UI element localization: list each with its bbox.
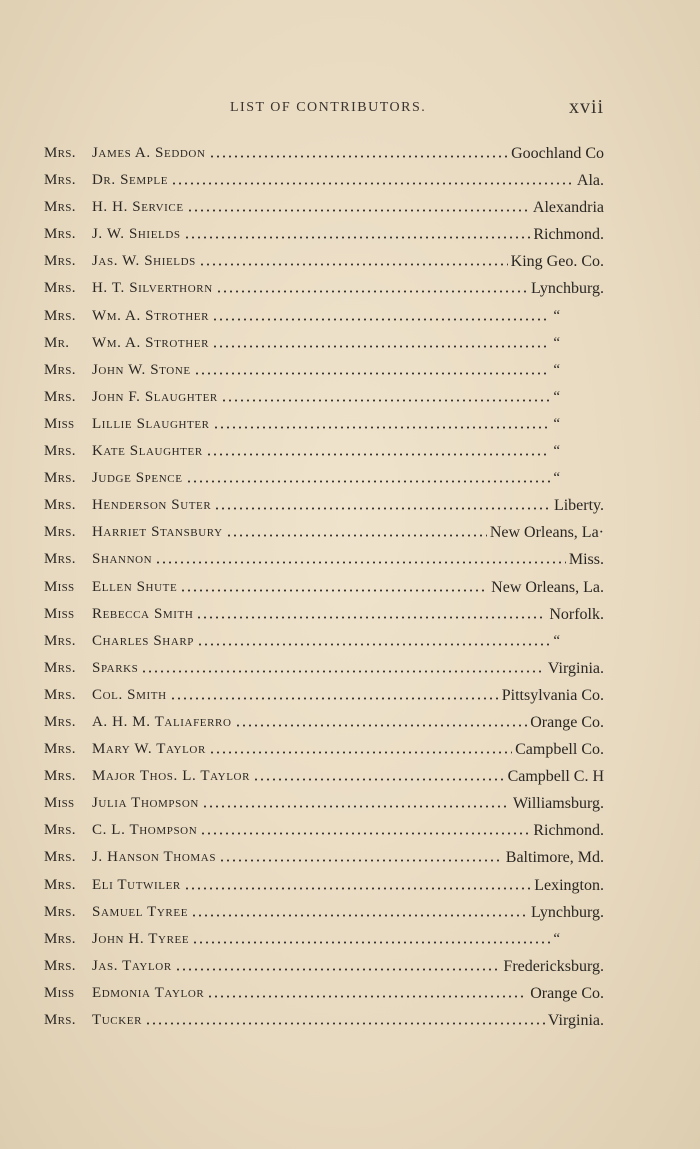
contributor-name: Judge Spence: [92, 470, 183, 487]
contributor-title: Mrs.: [44, 822, 76, 839]
contributor-entry: [44, 844, 604, 871]
page-header: [0, 96, 700, 126]
contributor-title: Mrs.: [44, 957, 76, 974]
dot-leader: [235, 724, 527, 727]
dot-leader: [212, 318, 550, 321]
contributor-title: Mrs.: [44, 659, 76, 676]
contributor-place: Goochland Co: [511, 145, 604, 162]
contributor-title: Mrs.: [44, 307, 76, 324]
contributor-entry: [44, 275, 604, 302]
contributor-title: Mrs.: [44, 145, 76, 161]
contributor-place: New Orleans, La·: [489, 524, 604, 542]
contributor-name: Rebecca Smith: [92, 605, 194, 622]
contributor-place: Campbell Co.: [515, 741, 604, 759]
contributor-name: Edmonia Taylor: [92, 984, 205, 1001]
contributor-name: Tucker: [92, 1012, 143, 1028]
contributor-name: Harriet Stansbury: [92, 524, 223, 541]
contributor-entry: [44, 248, 604, 275]
contributor-entry: [44, 682, 604, 709]
contributor-entry: [44, 303, 604, 330]
contributor-title: Mrs.: [44, 524, 76, 541]
dot-leader: [184, 236, 530, 239]
contributor-entry: [44, 330, 604, 357]
contributor-entry: [44, 899, 604, 926]
contributor-place: Lynchburg.: [530, 280, 604, 298]
dot-leader: [219, 859, 503, 862]
contributor-place: Williamsburg.: [512, 795, 604, 813]
dot-leader: [141, 670, 545, 673]
contributor-name: John W. Stone: [92, 361, 191, 378]
dot-leader: [145, 1022, 545, 1025]
contributor-title: Mrs.: [44, 388, 76, 405]
contributor-name: Lillie Slaughter: [92, 415, 210, 432]
contributor-place: Virginia.: [547, 1012, 604, 1029]
dot-leader: [221, 399, 550, 402]
contributor-title: Miss: [44, 605, 75, 622]
contributor-name: Wm. A. Strother: [92, 307, 210, 324]
contributor-place: Liberty.: [553, 497, 604, 515]
contributor-place: Fredericksburg.: [503, 957, 604, 975]
contributor-entry: [44, 167, 604, 194]
contributor-place: Campbell C. H: [507, 768, 604, 786]
contributor-name: John H. Tyree: [92, 930, 190, 947]
dot-leader: [155, 561, 566, 564]
contributor-title: Mrs.: [44, 280, 76, 297]
contributor-name: Jas. Taylor: [92, 957, 172, 974]
contributor-place: “: [553, 930, 560, 947]
contributor-title: Miss: [44, 984, 75, 1001]
contributor-list: [44, 140, 604, 1034]
contributor-entry: [44, 763, 604, 790]
contributor-name: Henderson Suter: [92, 497, 212, 514]
contributor-entry: [44, 140, 604, 167]
contributor-place: Orange Co.: [530, 984, 604, 1002]
contributor-title: Miss: [44, 578, 75, 595]
dot-leader: [170, 697, 499, 700]
contributor-place: Lynchburg.: [530, 903, 604, 921]
contributor-place: Ala.: [576, 172, 604, 190]
contributor-place: “: [553, 415, 560, 432]
dot-leader: [184, 887, 531, 890]
dot-leader: [196, 616, 546, 619]
dot-leader: [200, 832, 530, 835]
contributor-place: Orange Co.: [530, 713, 604, 731]
contributor-name: Samuel Tyree: [92, 903, 189, 920]
dot-leader: [202, 805, 510, 808]
running-title: LIST OF CONTRIBUTORS.: [230, 100, 427, 115]
dot-leader: [175, 968, 500, 971]
contributor-entry: [44, 384, 604, 411]
contributor-place: “: [553, 443, 560, 460]
contributor-entry: [44, 953, 604, 980]
dot-leader: [206, 453, 550, 456]
contributor-place: “: [553, 632, 560, 649]
contributor-place: “: [553, 307, 560, 324]
contributor-entry: [44, 926, 604, 953]
contributor-title: Mrs.: [44, 903, 76, 920]
contributor-title: Miss: [44, 795, 75, 812]
contributor-entry: [44, 790, 604, 817]
contributor-entry: [44, 736, 604, 763]
contributor-name: Shannon: [92, 551, 153, 568]
dot-leader: [253, 778, 505, 781]
dot-leader: [216, 290, 528, 293]
contributor-name: C. L. Thompson: [92, 822, 198, 839]
contributor-place: “: [553, 334, 560, 351]
dot-leader: [194, 372, 550, 375]
contributor-entry: [44, 574, 604, 601]
contributor-entry: [44, 817, 604, 844]
contributor-title: Mrs.: [44, 172, 76, 189]
contributor-name: Major Thos. L. Taylor: [92, 768, 251, 785]
contributor-name: Jas. W. Shields: [92, 253, 196, 270]
contributor-name: H. H. Service: [92, 199, 184, 216]
contributor-name: Dr. Semple: [92, 172, 169, 189]
contributor-title: Mrs.: [44, 226, 76, 243]
contributor-title: Mrs.: [44, 1012, 76, 1028]
contributor-entry: [44, 601, 604, 628]
dot-leader: [209, 155, 508, 158]
dot-leader: [171, 182, 574, 185]
contributor-title: Mrs.: [44, 361, 76, 378]
contributor-entry: [44, 357, 604, 384]
contributor-entry: [44, 194, 604, 221]
contributor-place: Richmond.: [533, 822, 604, 840]
contributor-title: Mrs.: [44, 713, 76, 730]
contributor-title: Mrs.: [44, 876, 76, 893]
contributor-entry: [44, 980, 604, 1007]
contributor-entry: [44, 411, 604, 438]
contributor-place: Miss.: [568, 551, 604, 569]
contributor-name: H. T. Silverthorn: [92, 280, 213, 297]
contributor-name: Eli Tutwiler: [92, 876, 181, 893]
contributor-name: Wm. A. Strother: [92, 334, 210, 351]
dot-leader: [187, 209, 530, 212]
contributor-entry: [44, 221, 604, 248]
dot-leader: [226, 534, 487, 537]
dot-leader: [192, 941, 550, 944]
contributor-entry: [44, 872, 604, 899]
contributor-title: Miss: [44, 415, 75, 432]
contributor-place: “: [553, 470, 560, 487]
contributor-name: Ellen Shute: [92, 578, 178, 595]
dot-leader: [214, 507, 551, 510]
contributor-title: Mrs.: [44, 253, 76, 270]
contributor-name: J. W. Shields: [92, 226, 181, 243]
contributor-title: Mrs.: [44, 551, 76, 568]
dot-leader: [207, 995, 527, 998]
contributor-title: Mr.: [44, 334, 70, 351]
contributor-title: Mrs.: [44, 497, 76, 514]
contributor-place: Lexington.: [534, 876, 604, 894]
page-number: xvii: [569, 96, 605, 118]
contributor-entry: [44, 438, 604, 465]
contributor-name: Sparks: [92, 659, 139, 676]
contributor-entry: [44, 655, 604, 682]
contributor-place: “: [553, 388, 560, 405]
contributor-place: Pittsylvania Co.: [501, 686, 604, 704]
contributor-entry: [44, 1007, 604, 1034]
contributor-title: Mrs.: [44, 199, 76, 216]
contributor-name: A. H. M. Taliaferro: [92, 713, 232, 730]
contributor-entry: [44, 492, 604, 519]
contributor-place: Baltimore, Md.: [505, 849, 604, 867]
dot-leader: [186, 480, 550, 483]
contributor-name: John F. Slaughter: [92, 388, 218, 405]
contributor-title: Mrs.: [44, 849, 76, 866]
contributor-entry: [44, 465, 604, 492]
dot-leader: [212, 345, 550, 348]
contributor-name: James A. Seddon: [92, 145, 206, 161]
contributor-name: Mary W. Taylor: [92, 741, 206, 758]
dot-leader: [213, 426, 550, 429]
contributor-name: Col. Smith: [92, 686, 167, 703]
contributor-name: Julia Thompson: [92, 795, 199, 812]
contributor-name: J. Hanson Thomas: [92, 849, 217, 866]
dot-leader: [209, 751, 512, 754]
contributor-name: Kate Slaughter: [92, 443, 203, 460]
contributor-title: Mrs.: [44, 768, 76, 785]
contributor-place: Norfolk.: [549, 605, 604, 623]
contributor-entry: [44, 519, 604, 546]
contributor-place: Richmond.: [533, 226, 604, 244]
dot-leader: [191, 914, 528, 917]
dot-leader: [197, 643, 550, 646]
contributor-title: Mrs.: [44, 686, 76, 703]
contributor-entry: [44, 546, 604, 573]
contributor-place: Alexandria: [532, 199, 604, 217]
contributor-title: Mrs.: [44, 930, 76, 947]
dot-leader: [180, 589, 488, 592]
contributor-title: Mrs.: [44, 443, 76, 460]
contributor-title: Mrs.: [44, 632, 76, 649]
dot-leader: [199, 263, 508, 266]
contributor-place: Virginia.: [547, 659, 604, 677]
contributor-entry: [44, 628, 604, 655]
contributor-entry: [44, 709, 604, 736]
contributor-place: New Orleans, La.: [491, 578, 604, 596]
contributor-title: Mrs.: [44, 470, 76, 487]
contributor-place: King Geo. Co.: [510, 253, 604, 271]
contributor-title: Mrs.: [44, 741, 76, 758]
contributor-name: Charles Sharp: [92, 632, 195, 649]
contributor-place: “: [553, 361, 560, 378]
